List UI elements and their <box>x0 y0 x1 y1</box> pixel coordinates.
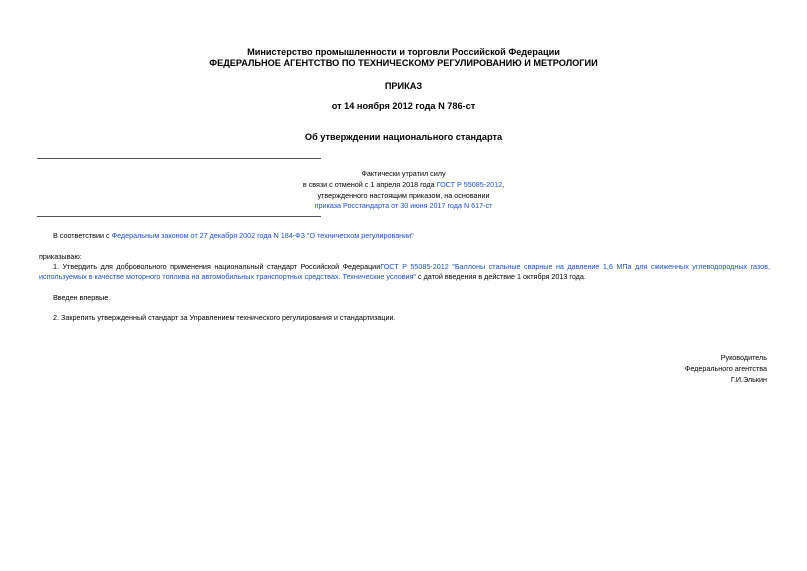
divider-top <box>37 158 321 159</box>
doc-type: ПРИКАЗ <box>384 81 423 91</box>
gost-link-note[interactable]: ГОСТ Р 55085-2012 <box>436 180 503 189</box>
status-note-line2-suffix: , <box>502 180 505 189</box>
paragraph-item-2: 2. Закрепить утвержденный стандарт за Управлением технического регулирования и стандартизации. <box>53 313 396 322</box>
divider-bottom <box>37 216 321 217</box>
status-note-line2-prefix: в связи с отменой с 1 апреля 2018 года <box>302 180 437 189</box>
doc-subject: Об утверждении национального стандарта <box>304 132 503 142</box>
signature-org: Федерального агентства <box>684 364 767 373</box>
rosstandart-order-link[interactable]: приказа Росстандарта от 30 июня 2017 года N 617-ст <box>314 201 493 210</box>
paragraph-introduced: Введен впервые. <box>53 293 111 302</box>
doc-date-number: от 14 ноября 2012 года N 786-ст <box>331 101 476 111</box>
paragraph-item-1 <box>39 262 770 282</box>
signature-name: Г.И.Элькин <box>730 375 767 384</box>
status-note-line2 <box>0 180 807 191</box>
ministry-title: Министерство промышленности и торговли Российской Федерации <box>247 47 560 57</box>
status-note-line1: Фактически утратил силу <box>361 169 446 178</box>
paragraph-item-1-prefix: 1. Утвердить для добровольного применения национальный стандарт Российской Федерации <box>53 262 381 271</box>
agency-title: ФЕДЕРАЛЬНОЕ АГЕНТСТВО ПО ТЕХНИЧЕСКОМУ РЕГУЛИРОВАНИЮ И МЕТРОЛОГИИ <box>209 58 598 68</box>
gost-link-body[interactable]: ГОСТ Р 55085-2012 "Баллоны стальные сварные на давление 1,6 МПа для сжиженных углеводородных газов, используемых в качестве моторного топлива на автомобильных транспортных средствах. Технические условия" <box>39 262 770 281</box>
status-note-line3: утвержденного настоящим приказом, на основании <box>317 191 490 200</box>
status-note-line4 <box>0 201 807 212</box>
signature-title: Руководитель <box>720 353 767 362</box>
paragraph-basis-prefix: В соответствии с <box>53 231 112 240</box>
federal-law-link[interactable]: Федеральным законом от 27 декабря 2002 года N 184-ФЗ "О техническом регулировании" <box>111 231 414 240</box>
paragraph-item-1-suffix: с датой введения в действие 1 октября 2013 года. <box>416 272 586 281</box>
paragraph-basis <box>53 231 773 241</box>
paragraph-order: приказываю: <box>39 252 82 261</box>
